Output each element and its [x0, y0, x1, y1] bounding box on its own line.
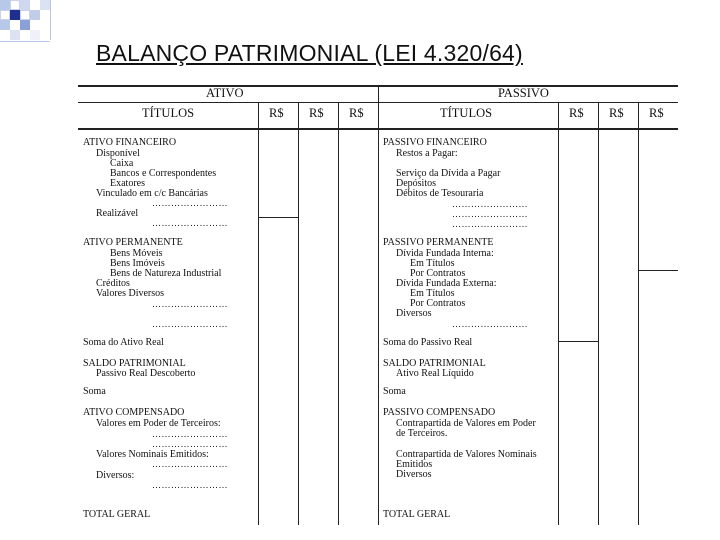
contrapartida-nominais-label: Contrapartida de Valores Nominais — [396, 449, 537, 460]
por-contratos-label: Por Contratos — [410, 268, 466, 279]
subtotal-rule — [558, 341, 598, 342]
dotted-line: …………………… — [152, 439, 228, 449]
soma-label: Soma — [83, 386, 106, 397]
caixa-label: Caixa — [110, 158, 134, 169]
passivo-financeiro-label: PASSIVO FINANCEIRO — [383, 137, 487, 148]
total-geral-passivo-label: TOTAL GERAL — [383, 509, 451, 520]
currency-header: R$ — [609, 106, 624, 120]
por-contratos-label: Por Contratos — [410, 298, 466, 309]
exatores-label: Exatores — [110, 178, 145, 189]
dotted-line: …………………… — [152, 319, 228, 329]
dotted-line: …………………… — [152, 459, 228, 469]
passivo-real-descoberto-label: Passivo Real Descoberto — [96, 368, 196, 379]
currency-header: R$ — [649, 106, 664, 120]
depositos-label: Depósitos — [396, 178, 436, 189]
em-titulos-label: Em Títulos — [410, 288, 455, 299]
disponivel-label: Disponível — [96, 148, 140, 159]
bens-industrial-label: Bens de Natureza Industrial — [110, 268, 222, 279]
passivo-permanente-label: PASSIVO PERMANENTE — [383, 237, 494, 248]
center-divider — [378, 85, 379, 525]
valores-diversos-label: Valores Diversos — [96, 288, 165, 299]
dotted-line: …………………… — [152, 198, 228, 208]
col-divider — [558, 102, 559, 525]
contrapartida-poder-label-cont: de Terceiros. — [396, 428, 448, 439]
ativo-real-liquido-label: Ativo Real Líquido — [396, 368, 474, 379]
divida-externa-label: Dívida Fundada Externa: — [396, 278, 497, 289]
diversos-compensado-label: Diversos — [396, 469, 432, 480]
servico-divida-label: Serviço da Dívida a Pagar — [396, 168, 501, 179]
vinculado-label: Vinculado em c/c Bancárias — [96, 188, 208, 199]
col-divider — [338, 102, 339, 525]
contrapartida-nominais-label-cont: Emitidos — [396, 459, 433, 470]
soma-passivo-label: Soma — [383, 386, 406, 397]
em-titulos-label: Em Títulos — [410, 258, 455, 269]
bens-moveis-label: Bens Móveis — [110, 248, 163, 259]
diversos-label: Diversos: — [96, 470, 135, 481]
titulos-header-ativo: TÍTULOS — [142, 106, 195, 120]
soma-passivo-real-label: Soma do Passivo Real — [383, 337, 473, 348]
titulos-header-passivo: TÍTULOS — [440, 106, 493, 120]
dotted-line: …………………… — [152, 218, 228, 228]
col-divider — [298, 102, 299, 525]
ativo-permanente-label: ATIVO PERMANENTE — [83, 237, 183, 248]
currency-header: R$ — [349, 106, 364, 120]
realizavel-label: Realizável — [96, 208, 139, 219]
currency-header: R$ — [569, 106, 584, 120]
currency-header: R$ — [269, 106, 284, 120]
contrapartida-poder-label: Contrapartida de Valores em Poder — [396, 418, 536, 429]
passivo-compensado-label: PASSIVO COMPENSADO — [383, 407, 496, 418]
bancos-label: Bancos e Correspondentes — [110, 168, 217, 179]
saldo-patrimonial-passivo-label: SALDO PATRIMONIAL — [383, 358, 486, 369]
dotted-line: …………………… — [452, 199, 528, 209]
currency-header: R$ — [309, 106, 324, 120]
col-divider — [638, 102, 639, 525]
creditos-label: Créditos — [96, 278, 130, 289]
soma-ativo-real-label: Soma do Ativo Real — [83, 337, 164, 348]
divida-interna-label: Dívida Fundada Interna: — [396, 248, 494, 259]
valores-poder-terceiros-label: Valores em Poder de Terceiros: — [96, 418, 221, 429]
diversos-passivo-label: Diversos — [396, 308, 432, 319]
dotted-line: …………………… — [152, 299, 228, 309]
total-geral-ativo-label: TOTAL GERAL — [83, 509, 151, 520]
dotted-line: …………………… — [452, 209, 528, 219]
passivo-header: PASSIVO — [498, 86, 549, 100]
ativo-header: ATIVO — [206, 86, 244, 100]
bens-imoveis-label: Bens Imóveis — [110, 258, 165, 269]
debitos-tesouraria-label: Débitos de Tesouraria — [396, 188, 484, 199]
subtotal-rule — [638, 270, 678, 271]
dotted-line: …………………… — [152, 480, 228, 490]
dotted-line: …………………… — [452, 319, 528, 329]
saldo-patrimonial-label: SALDO PATRIMONIAL — [83, 358, 186, 369]
ativo-financeiro-label: ATIVO FINANCEIRO — [83, 137, 177, 148]
ativo-compensado-label: ATIVO COMPENSADO — [83, 407, 185, 418]
valores-nominais-label: Valores Nominais Emitidos: — [96, 449, 209, 460]
page-title: BALANÇO PATRIMONIAL (LEI 4.320/64) — [96, 40, 523, 66]
subtotal-rule — [258, 217, 298, 218]
dotted-line: …………………… — [152, 429, 228, 439]
col-divider — [598, 102, 599, 525]
dotted-line: …………………… — [452, 219, 528, 229]
restos-pagar-label: Restos a Pagar: — [396, 148, 458, 159]
col-divider — [258, 102, 259, 525]
